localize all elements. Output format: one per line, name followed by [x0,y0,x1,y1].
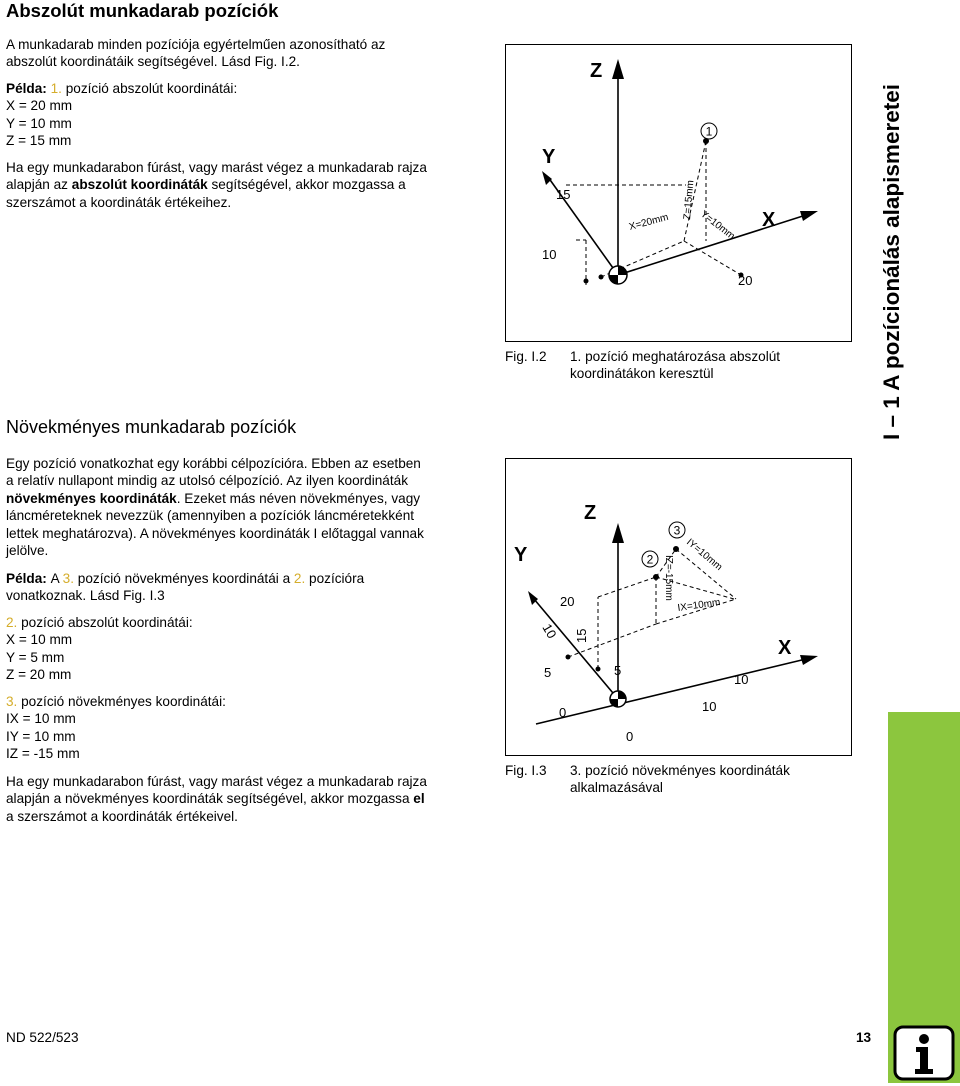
info-icon-svg [893,1025,955,1081]
position-number: 2. [293,571,306,586]
tick-dot [596,667,601,672]
tick-label: 5 [614,663,622,678]
point-3-label: 3 [673,523,681,538]
figure-absolute-coords [505,44,852,342]
tick-label: 0 [626,729,634,744]
z-axis-arrow [612,59,624,79]
origin-quadrant [609,275,618,284]
coord-iz: IZ = -15 mm [6,746,80,762]
caption-line: 1. pozíció meghatározása abszolút [570,349,781,364]
figure-svg [506,459,851,755]
tick-dot [584,279,589,284]
figure-incremental-coords [505,458,852,756]
tick-label: 15 [574,628,589,643]
text-line: a relatív nullapont mindig az utolsó célpozíció. Az ilyen koordináták [6,473,408,489]
footer-model: ND 522/523 [6,1030,79,1045]
position3-block [6,693,496,763]
tick-label: 15 [556,187,571,202]
dimension-y: Y=10mm [698,208,737,243]
text-line: pozíció növekményes koordinátái a [74,571,294,586]
section-title-absolute: Abszolút munkadarab pozíciók [6,0,279,21]
text-line: segítségével, akkor mozgassa a [207,177,406,193]
page-number: 13 [856,1030,872,1045]
text-line: pozíció növekményes koordinátái: [17,694,226,709]
figure-caption-2 [570,762,790,796]
axis-label-x: X [762,209,776,231]
position2-block [6,614,496,684]
z-axis-arrow [612,523,624,543]
bold-term: el [413,791,425,807]
text-line: Egy pozíció vonatkozhat egy korábbi célpozícióra. Ebben az esetben [6,456,421,471]
point-1-label: 1 [705,124,713,139]
point-3-marker [673,546,679,552]
text-line: lettek meghatározva). A növekményes koordináták I előtaggal vannak [6,525,424,541]
coord-iy: IY = 10 mm [6,728,76,744]
text-line: pozícióra [305,571,365,586]
tick-label: 0 [559,705,567,720]
coord-x: X = 20 mm [6,98,73,114]
body-paragraph [6,159,496,211]
example-label: Példa: [6,81,51,96]
position-number: 3. [6,694,18,709]
dimension-z: Z=15mm [682,179,697,221]
tick-label: 10 [734,672,749,687]
figure-svg [506,45,851,341]
text-line: a szerszámot a koordináták értékeivel. [6,808,238,824]
bold-term: abszolút koordináták [71,177,208,193]
caption-line: alkalmazásával [570,780,663,795]
tick-label: 20 [738,273,753,288]
info-icon [893,1025,955,1081]
text-line: A munkadarab minden pozíciója egyértelműen azonosítható az [6,37,386,52]
figure-caption-1 [570,348,780,382]
axis-label-y: Y [514,544,528,566]
text-line: Ha egy munkadarabon fúrást, vagy marást végez a munkadarab rajza [6,160,427,175]
text-line: alapján az [6,177,72,193]
tick-label: 5 [544,665,552,680]
incremental-paragraph [6,455,496,559]
text-line: pozíció abszolút koordinátái: [17,615,193,630]
figure-label-2: Fig. I.3 [505,763,547,778]
x-axis-arrow [800,211,818,221]
origin-quadrant [618,691,626,699]
y-axis-line [534,599,618,699]
example-block-2 [6,570,496,605]
dimension-iy: IY=10mm [684,536,725,573]
x-axis-line [536,659,806,724]
coord-y: Y = 5 mm [6,649,65,665]
bold-term: növekményes koordináták [6,490,177,506]
x-axis-arrow [800,655,818,665]
text-line: abszolút koordinátáik segítségével. Lásd Fig. I.2. [6,54,300,70]
example-label: Példa: [6,571,51,586]
caption-line: 3. pozíció növekményes koordináták [570,763,790,778]
tick-label: 10 [702,699,717,714]
text-line: jelölve. [6,543,49,559]
axis-label-z: Z [590,60,603,82]
body-paragraph-2 [6,773,496,825]
dimension-iz: IZ=-15mm [663,555,674,601]
coord-y: Y = 10 mm [6,115,72,131]
coord-ix: IX = 10 mm [6,711,76,727]
example-block [6,80,496,150]
tick-dot [566,655,571,660]
point-2-marker [653,574,659,580]
position-number: 3. [62,571,75,586]
dimension-x: X=20mm [627,211,670,233]
axis-label-x: X [778,637,792,659]
y-axis-arrow [542,171,552,185]
text-line: Ha egy munkadarabon fúrást, vagy marást végez a munkadarab rajza [6,774,427,789]
tick-label: 20 [560,594,575,609]
intro-paragraph [6,36,496,71]
axis-label-z: Z [584,502,597,524]
coord-z: Z = 15 mm [6,133,72,149]
position-number: 1. [50,81,62,96]
text-line: A [50,571,63,586]
sidebar-chapter-title: I – 1 A pozícionálás alapismeretei [879,84,904,440]
axis-label-y: Y [542,146,556,168]
coord-x: X = 10 mm [6,632,73,648]
caption-line: koordinátákon keresztül [570,366,714,381]
text-line: . Ezeket más néven növekményes, vagy [176,490,421,506]
text-line: pozíció abszolút koordinátái: [61,81,238,96]
section-title-incremental: Növekményes munkadarab pozíciók [6,417,297,437]
origin-quadrant [618,266,627,275]
text-line: láncméreteknek nevezzük (amennyiben a pozíciók láncméretekként [6,508,415,524]
position-number: 2. [6,615,18,630]
dimension-ix: IX=10mm [676,597,722,614]
tick-label: 10 [539,621,560,642]
coord-z: Z = 20 mm [6,667,72,683]
text-line: alapján a növekményes koordináták segítségével, akkor mozgassa [6,791,414,807]
text-line: vonatkoznak. Lásd Fig. I.3 [6,588,165,604]
figure-label-1: Fig. I.2 [505,349,547,364]
point-2-label: 2 [646,552,654,567]
tick-dot [599,275,604,280]
text-line: szerszámot a koordináták értékeihez. [6,194,232,210]
tick-label: 10 [542,247,557,262]
